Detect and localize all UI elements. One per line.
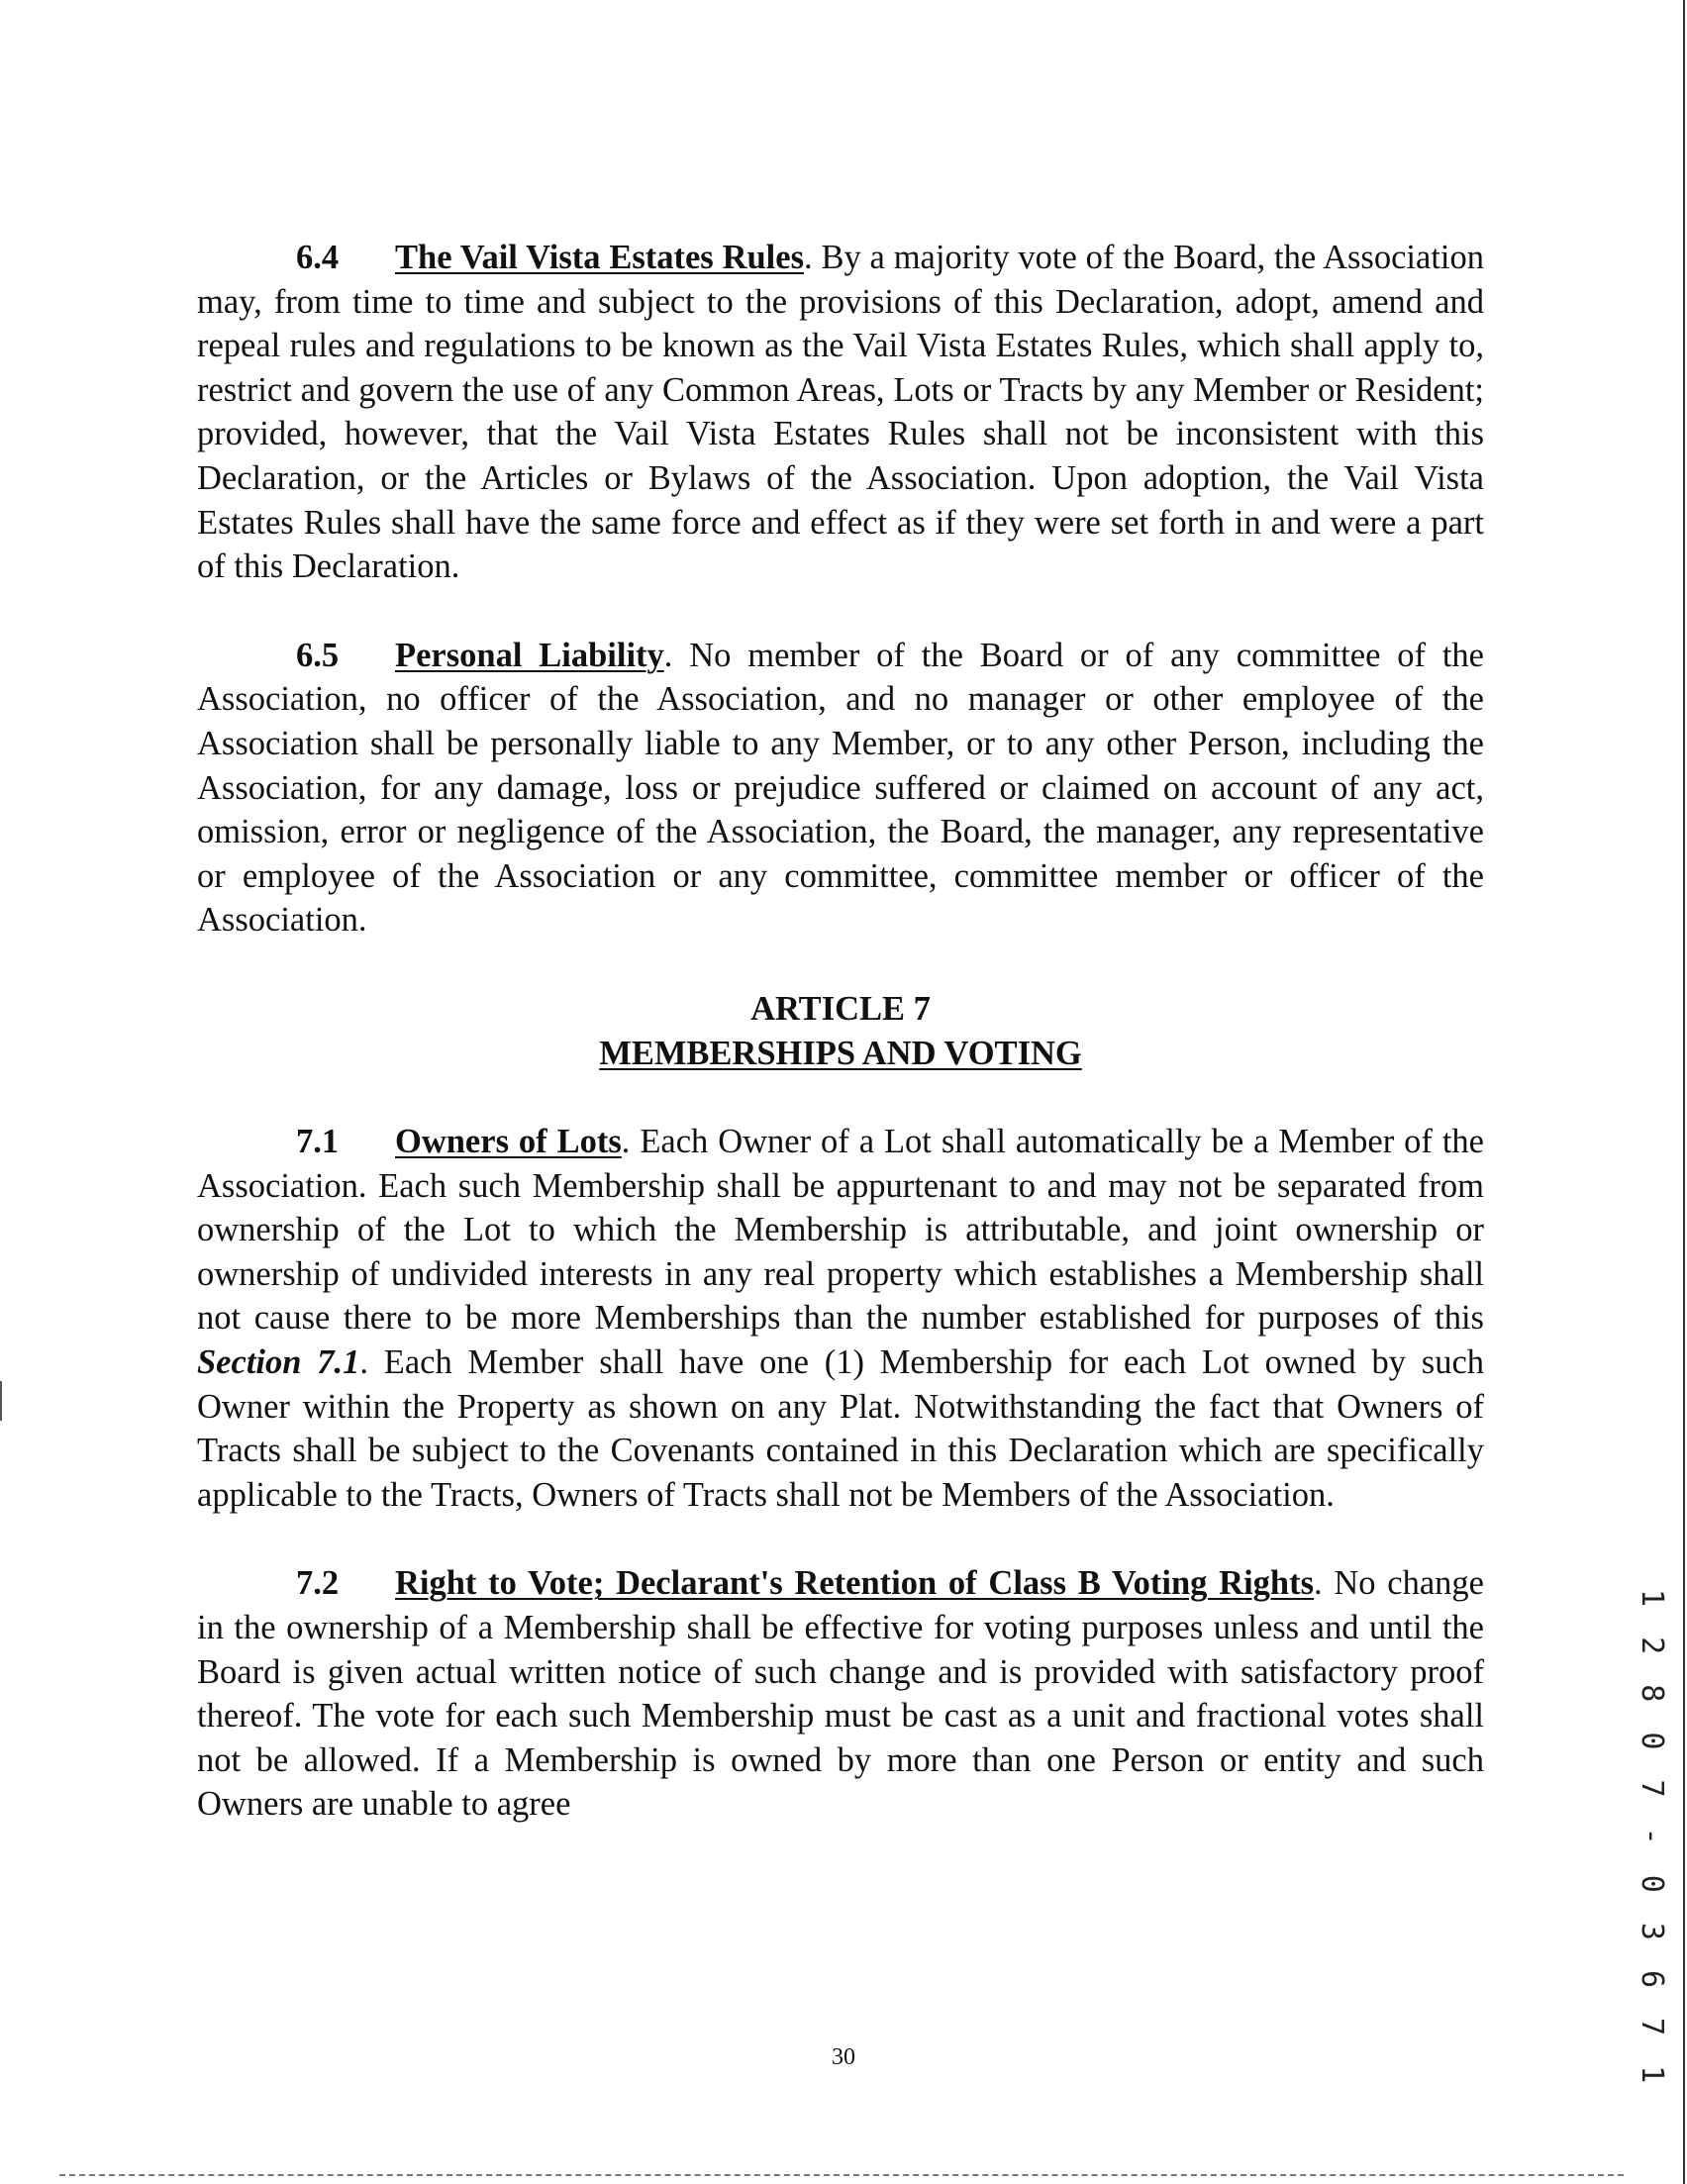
section-6-5 [197,634,1484,943]
section-body-continued: . Each Member shall have one (1) Membership for each Lot owned by such Owner within the Property as shown on any Plat. Notwithstanding the fact that Owners of Tracts shall be subject to the Covenants contained in this Declaration which are specifically applicable to the Tracts, Owners of Tracts shall not be Members of the Association. [197,1343,1485,1514]
section-number: 6.5 [296,636,340,674]
section-body: . By a majority vote of the Board, the Association may, from time to time and subject to the provisions of this Declaration, adopt, amend and repeal rules and regulations to be known as the Vail Vista Estates Rules, which shall apply to, restrict and govern the use of any Common Areas, Lots or Tracts by any Member or Resident; provided, however, that the Vail Vista Estates Rules shall not be inconsistent with this Declaration, or the Articles or Bylaws of the Association. Upon adoption, the Vail Vista Estates Rules shall have the same force and effect as if they were set forth in and were a part of this Declaration. [197,239,1484,586]
scan-edge-mark [0,1381,12,1421]
section-body: . No change in the ownership of a Membership shall be effective for voting purposes unless and until the Board is given actual written notice of such change and is provided with satisfactory proof thereof. The vote for each such Membership must be cast as a unit and fractional votes shall not be allowed. If a Membership is owned by more than one Person or entity and such Owners are unable to agree [197,1564,1484,1824]
paragraph-spacer [197,943,1484,987]
section-title: Personal Liability [395,636,664,674]
scan-right-edge [1683,0,1685,2184]
section-number: 7.2 [296,1564,340,1603]
scan-bottom-edge [59,2174,1624,2178]
section-7-1 [197,1120,1484,1517]
recording-stamp-text: 1 2 8 0 7 - 0 3 6 7 1 [1635,1589,1669,2090]
section-7-2 [197,1561,1484,1827]
section-number: 7.1 [296,1123,340,1161]
article-heading [197,987,1484,1075]
section-title: Owners of Lots [395,1123,622,1161]
section-number: 6.4 [296,239,340,276]
section-reference: Section 7.1 [197,1343,360,1382]
paragraph-spacer [197,1517,1484,1561]
page-content [197,236,1484,1827]
section-body: . Each Owner of a Lot shall automatically be a Member of the Association. Each such Membership shall be appurtenant to and may not be separated from ownership of the Lot to which the Membership is attributable, and joint ownership or ownership of undivided interests in any real property which establishes a Membership shall not cause there to be more Memberships than the number established for purposes of this [197,1123,1484,1338]
paragraph-spacer [197,589,1484,634]
section-6-4 [197,236,1484,589]
article-title: MEMBERSHIPS AND VOTING [599,1034,1082,1072]
section-title: The Vail Vista Estates Rules [395,239,804,276]
recording-stamp [1635,1589,1675,2090]
section-title: Right to Vote; Declarant's Retention of Class B Voting Rights [395,1564,1315,1603]
page-number: 30 [832,2044,855,2070]
article-label: ARTICLE 7 [750,989,931,1028]
paragraph-spacer [197,1075,1484,1120]
section-body: . No member of the Board or of any committee of the Association, no officer of the Association, and no manager or other employee of the Association shall be personally liable to any Member, or to any other Person, including the Association, for any damage, loss or prejudice suffered or claimed on account of any act, omission, error or negligence of the Association, the Board, the manager, any representative or employee of the Association or any committee, committee member or officer of the Association. [197,636,1484,940]
